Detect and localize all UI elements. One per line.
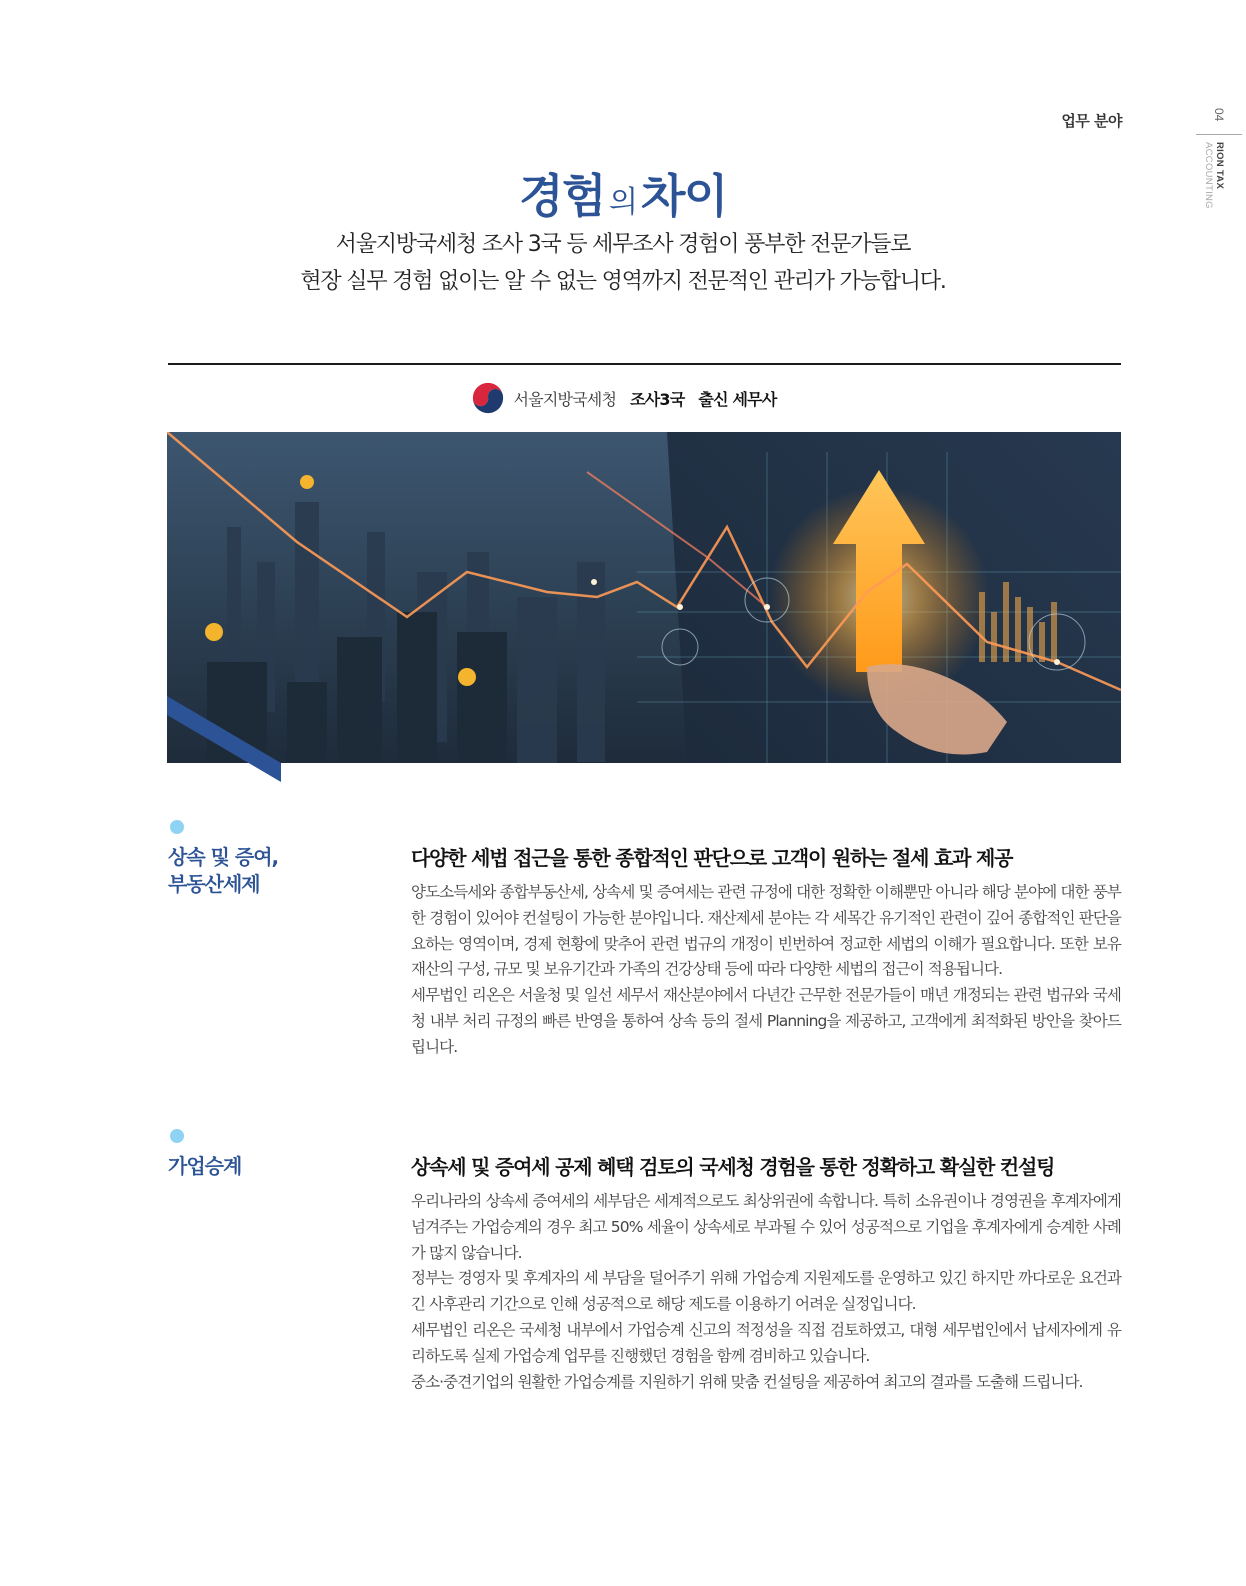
paragraph: 양도소득세와 종합부동산세, 상속세 및 증여세는 관련 규정에 대한 정확한 이해뿐만 아니라 해당 분야에 대한 풍부한 경험이 있어야 컨설팅이 가능한 분야입니다. 재산제세 분야는 각 세목간 유기적인 관련이 깊어 종합적인 판단을 요하는 영역이며, 경제 현황에 맞추어 관련 법규의 개정이 빈번하여 정교한 세법의 이해가 필요합니다. 또한 보유재산의 구성, 규모 및 보유기간과 가족의 건강상태 등에 따라 다양한 세법의 접근이 적용됩니다.	[411, 883, 1121, 979]
category-line-1: 상속 및 증여,	[168, 845, 279, 869]
paragraph: 중소·중견기업의 원활한 가업승계를 지원하기 위해 맞춤 컨설팅을 제공하여 최고의 결과를 도출해 드립니다.	[411, 1372, 1083, 1391]
banner-image	[167, 432, 1121, 763]
feature-category	[168, 1153, 368, 1180]
feature-heading: 다양한 세법 접근을 통한 종합적인 판단으로 고객이 원하는 절세 효과 제공	[411, 846, 1013, 870]
decorative-stripe	[167, 696, 281, 782]
feature-heading: 상속세 및 증여세 공제 혜택 검토의 국세청 경험을 통한 정확하고 확실한 컨설팅	[411, 1155, 1055, 1179]
origin-suffix: 출신 세무사	[698, 389, 777, 409]
brand-light: ACCOUNTING	[1203, 142, 1214, 209]
brand-strong: RION TAX	[1214, 142, 1225, 190]
government-emblem-icon	[470, 380, 506, 416]
bullet-dot	[170, 820, 184, 834]
title-part2: 차이	[640, 169, 727, 223]
page-title	[0, 160, 1246, 226]
origin-badge	[0, 380, 1246, 416]
horizontal-divider	[168, 363, 1121, 365]
title-connector: 의	[609, 185, 637, 220]
page-subtitle	[0, 226, 1246, 300]
feature-body	[411, 1189, 1121, 1395]
bullet-dot	[170, 1129, 184, 1143]
origin-bureau: 조사3국	[630, 389, 685, 409]
subtitle-line-1: 서울지방국세청 조사 3국 등 세무조사 경험이 풍부한 전문가들로	[335, 232, 911, 257]
feature-inheritance	[168, 820, 1121, 1100]
category-line-2: 부동산세제	[168, 872, 260, 896]
side-divider	[1196, 134, 1242, 135]
subtitle-line-2: 현장 실무 경험 없이는 알 수 없는 영역까지 전문적인 관리가 가능합니다.	[300, 269, 946, 294]
category-line-1: 가업승계	[168, 1154, 242, 1178]
paragraph: 정부는 경영자 및 후계자의 세 부담을 덜어주기 위해 가업승계 지원제도를 운영하고 있긴 하지만 까다로운 요건과 긴 사후관리 기간으로 인해 성공적으로 해당 제도를 이용하기 어려운 실정입니다.	[411, 1269, 1121, 1314]
origin-agency: 서울지방국세청	[513, 389, 617, 409]
section-label: 업무 분야	[1061, 112, 1122, 130]
page-number: 04	[1212, 108, 1226, 122]
feature-succession	[168, 1129, 1121, 1449]
feature-category	[168, 844, 368, 898]
paragraph: 우리나라의 상속세 증여세의 세부담은 세계적으로도 최상위권에 속합니다. 특히 소유권이나 경영권을 후계자에게 넘겨주는 가업승계의 경우 최고 50% 세율이 상속세로 부과될 수 있어 성공적으로 기업을 후계자에게 승계한 사례가 많지 않습니다.	[411, 1192, 1121, 1262]
feature-body	[411, 880, 1121, 1061]
paragraph: 세무법인 리온은 국세청 내부에서 가업승계 신고의 적정성을 직접 검토하였고, 대형 세무법인에서 납세자에게 유리하도록 실제 가업승계 업무를 진행했던 경험을 함께 겸비하고 있습니다.	[411, 1320, 1121, 1365]
growth-arrow-cityscape-icon	[167, 432, 1121, 763]
paragraph: 세무법인 리온은 서울청 및 일선 세무서 재산분야에서 다년간 근무한 전문가들이 매년 개정되는 관련 법규와 국세청 내부 처리 규정의 빠른 반영을 통하여 상속 등의 절세 Planning을 제공하고, 고객에게 최적화된 방안을 찾아드립니다.	[411, 986, 1121, 1056]
title-part1: 경험	[519, 169, 605, 223]
